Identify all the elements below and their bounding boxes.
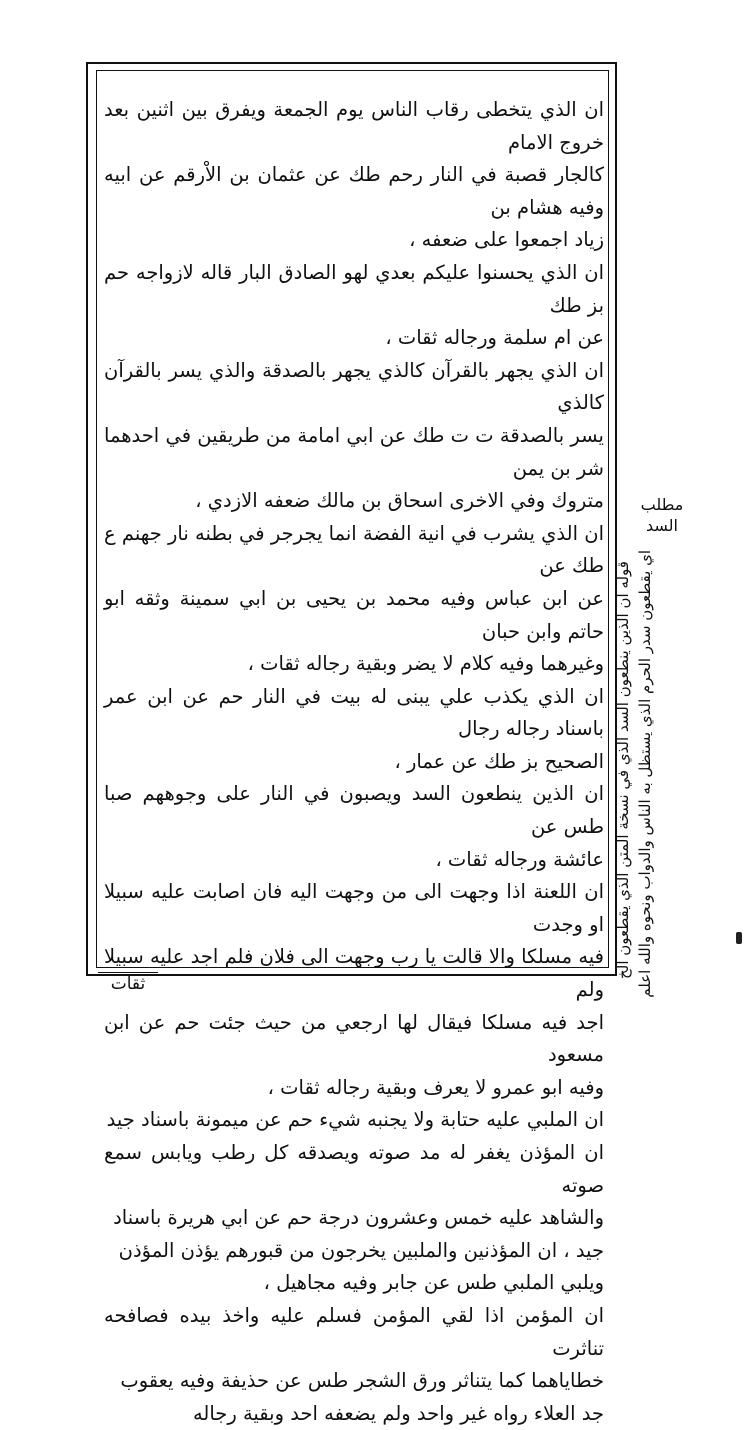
margin-heading-line: مطلب [640, 495, 684, 514]
text-line: زياد اجمعوا على ضعفه ، [409, 228, 604, 252]
text-line: متروك وفي الاخرى اسحاق بن مالك ضعفه الازدي ، [195, 489, 604, 513]
text-line: جيد ، ان المؤذنين والملبين يخرجون من قبورهم يؤذن المؤذن [118, 1238, 604, 1262]
text-line: ان الذي يشرب في انية الفضة انما يجرجر في بطنه نار جهنم ع طك عن [104, 521, 604, 578]
text-line: عن ام سلمة ورجاله ثقات ، [385, 326, 604, 350]
text-line: عائشة ورجاله ثقات ، [435, 847, 604, 871]
text-line: وغيرهما وفيه كلام لا يضر وبقية رجاله ثقات ، [247, 652, 604, 676]
margin-note-line: اي يقطعون سدر الحرم الذي يستظل به الناس والدواب ونحوه والله اعلم [636, 550, 654, 998]
text-line: والشاهد عليه خمس وعشرون درجة حم عن ابي هريرة باسناد [113, 1206, 604, 1230]
text-line: خطاياهما كما يتناثر ورق الشجر طس عن حذيفة وفيه يعقوب [120, 1369, 604, 1393]
text-line: ان الذي يكذب علي يبنى له بيت في النار حم عن ابن عمر باسناد رجاله رجال [104, 684, 604, 741]
text-line: وفيه ابو عمرو لا يعرف وبقية رجاله ثقات ، [267, 1075, 604, 1099]
margin-heading-line: السد [646, 516, 678, 535]
text-line: يسر بالصدقة ت ت طك عن ابي امامة من طريقين في احدهما شر بن يمن [104, 423, 604, 480]
ink-mark [736, 932, 742, 944]
text-line: ان الملبي عليه حتابة ولا يجنبه شيء حم عن ميمونة باسناد جيد [106, 1108, 604, 1132]
text-line: ان المؤمن اذا لقي المؤمن فسلم عليه واخذ بيده فصافحه تناثرت [104, 1303, 604, 1360]
catchword: ثقات [98, 972, 158, 995]
margin-note-vertical [612, 550, 692, 998]
text-line: اجد فيه مسلكا فيقال لها ارجعي من حيث جئت حم عن ابن مسعود [104, 1010, 604, 1067]
text-line: جد العلاء رواه غير واحد ولم يضعفه احد وبقية رجاله [192, 1401, 604, 1425]
text-line: ان الذي يتخطى رقاب الناس يوم الجمعة ويفرق بين اثنين بعد خروج الامام [104, 98, 604, 154]
margin-heading [618, 494, 706, 540]
text-line: كالجار قصبة في النار رحم طك عن عثمان بن الاْرقم عن ابيه وفيه هشام بن [104, 163, 604, 219]
margin-note-line: قوله ان الذين ينطعون السد الذي في نسخة المتن الذي يقطعون الخ [614, 561, 632, 979]
main-text-block [104, 94, 604, 1425]
text-line: فيه مسلكا والا قالت يا رب وجهت الى فلان فلم اجد عليه سبيلا ولم [104, 945, 604, 1002]
text-line: ان الذين ينطعون السد ويصبون في النار على وجوههم صبا طس عن [104, 782, 604, 839]
text-line: عن ابن عباس وفيه محمد بن يحيى بن ابي سمينة وثقه ابو حاتم وابن حبان [104, 586, 604, 643]
text-line: ان المؤذن يغفر له مد صوته ويصدقه كل رطب ويابس سمع صوته [104, 1141, 604, 1197]
text-line: ان الذي يحسنوا عليكم بعدي لهو الصادق البار قاله لازواجه حم بز طك [104, 260, 604, 317]
text-line: ان اللعنة اذا وجهت الى من وجهت اليه فان اصابت عليه سبيلا او وجدت [104, 880, 604, 936]
text-line: الصحيح بز طك عن عمار ، [394, 749, 604, 773]
text-line: ويلبي الملبي طس عن جابر وفيه مجاهيل ، [263, 1271, 604, 1295]
text-line: ان الذي يجهر بالقرآن كالذي يجهر بالصدقة والذي يسر بالقرآن كالذي [104, 358, 604, 415]
